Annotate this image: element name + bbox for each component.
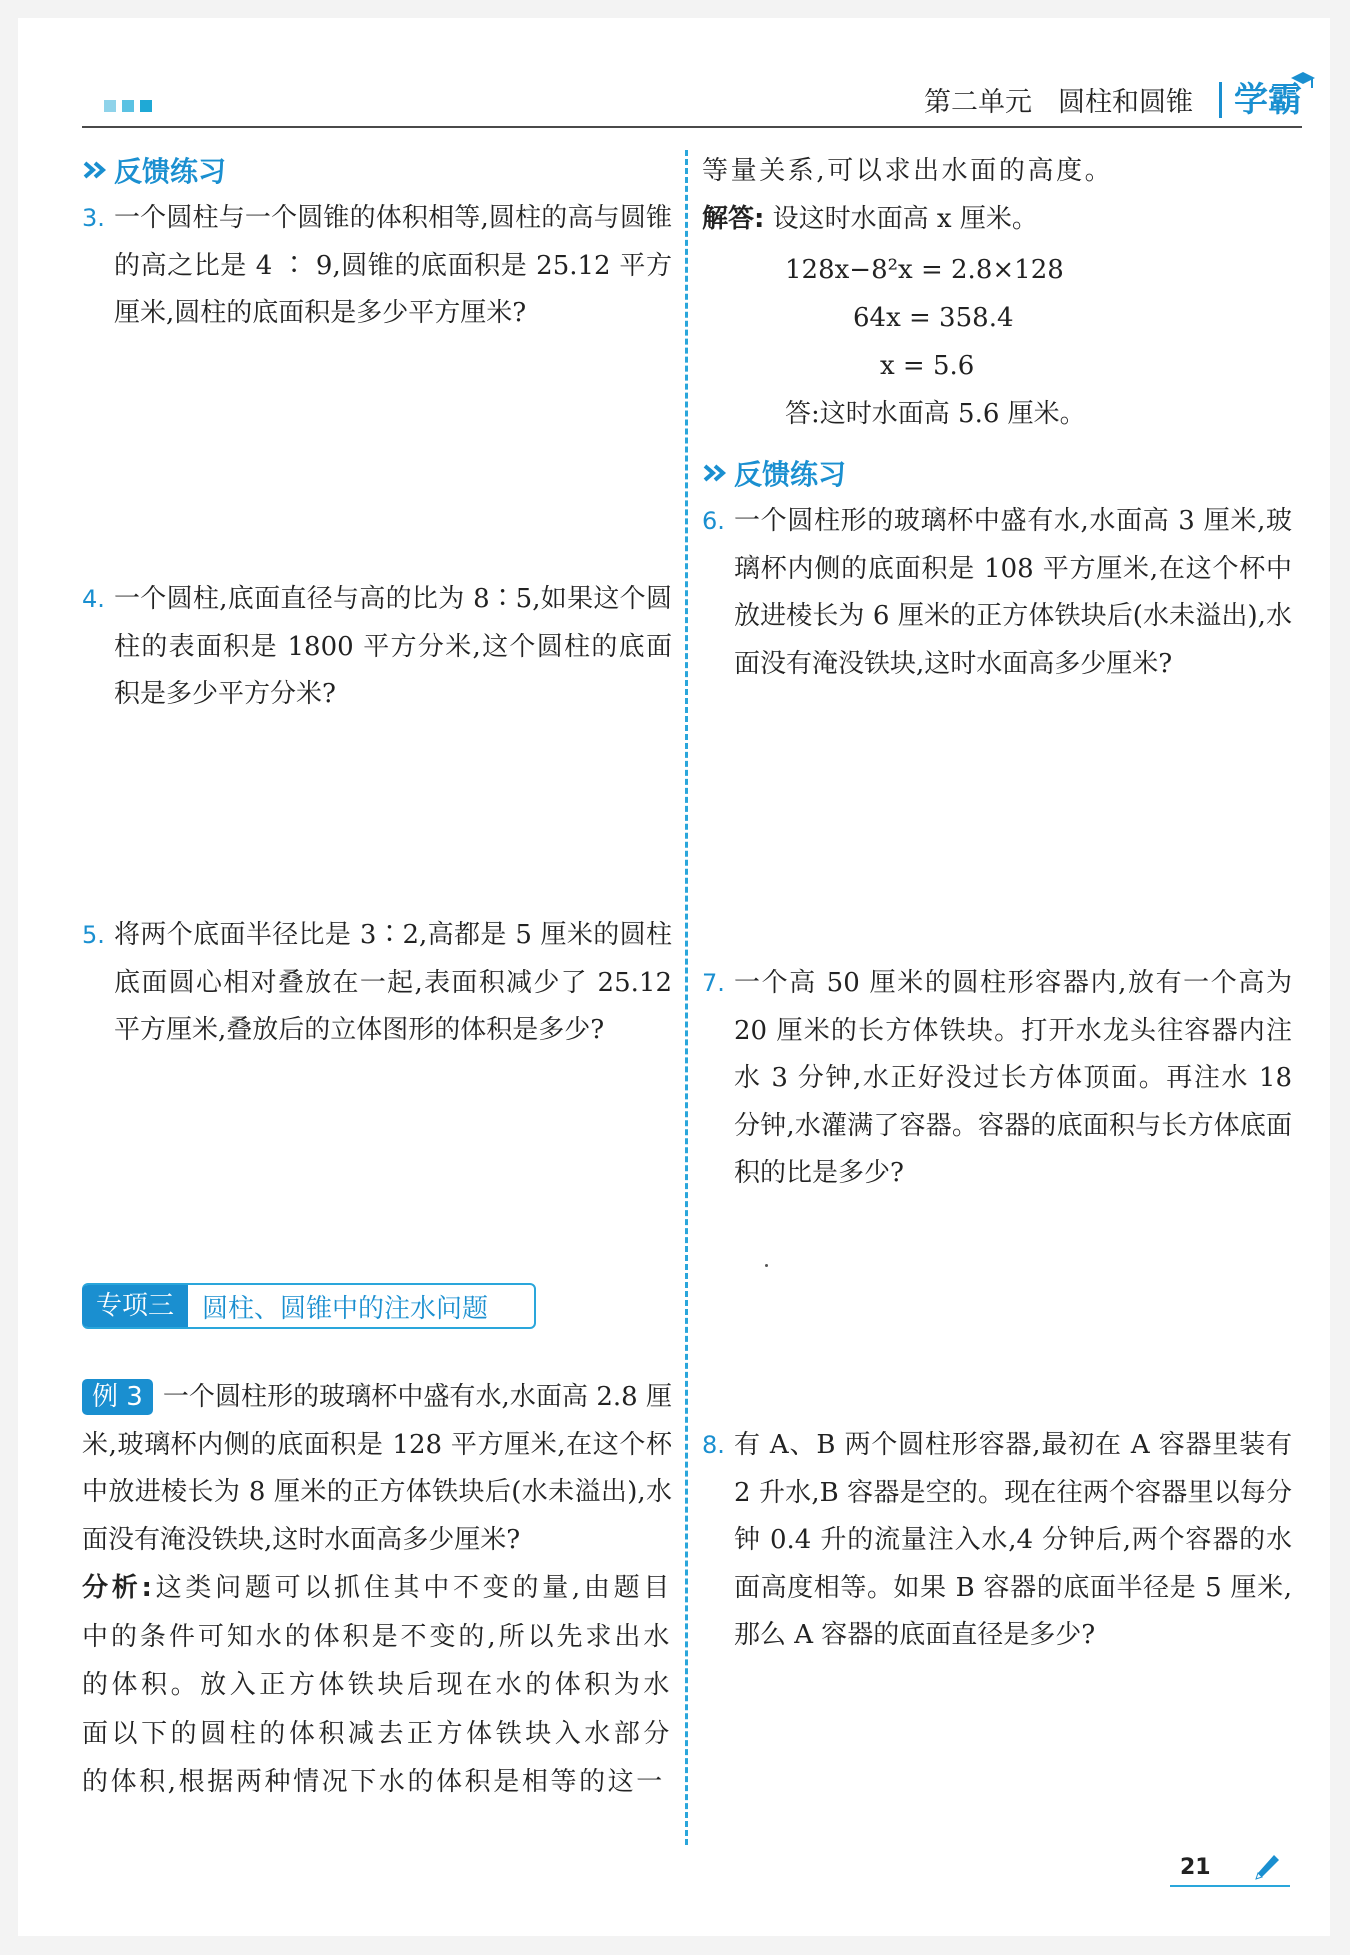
page-header	[82, 78, 1302, 128]
double-chevron-icon	[82, 160, 108, 180]
answer-intro-line	[702, 196, 1292, 244]
analysis-text: 这类问题可以抓住其中不变的量,由题目中的条件可知水的体积是不变的,所以先求出水的体积。放入正方体铁块后现在水的体积为水面以下的圆柱的体积减去正方体铁块入水部分的体积,根据两种情况下水的体积是相等的这一	[82, 1573, 672, 1797]
pencil-icon	[1252, 1852, 1282, 1882]
page-number: 21	[1180, 1855, 1211, 1880]
equation-3: x = 5.6	[880, 351, 975, 381]
question-6	[702, 498, 1292, 688]
question-number: 3.	[82, 204, 105, 232]
question-text: 一个圆柱与一个圆锥的体积相等,圆柱的高与圆锥的高之比是 4 ∶ 9,圆锥的底面积是 25.12 平方厘米,圆柱的底面积是多少平方厘米?	[114, 203, 672, 328]
example-tag: 例 3	[82, 1379, 153, 1415]
answer-intro: 设这时水面高 x 厘米。	[772, 203, 1038, 234]
question-4	[82, 576, 672, 719]
example-text-block	[82, 1374, 672, 1564]
header-decoration	[104, 100, 152, 112]
feedback-title	[82, 150, 672, 190]
question-7	[702, 960, 1292, 1198]
unit-label: 第二单元	[924, 87, 1032, 118]
feedback-header-right	[702, 453, 1292, 493]
footer-underline	[1170, 1885, 1290, 1887]
equation-2: 64x = 358.4	[853, 303, 1014, 333]
brand-text: 学霸	[1234, 79, 1302, 120]
feedback-title	[702, 453, 1292, 493]
equation-1: 128x−8²x = 2.8×128	[785, 255, 1064, 285]
header-square	[140, 100, 152, 112]
double-chevron-icon	[702, 463, 728, 483]
example-text: 一个圆柱形的玻璃杯中盛有水,水面高 2.8 厘米,玻璃杯内侧的底面积是 128 平方厘米,在这个杯中放进棱长为 8 厘米的正方体铁块后(水未溢出),水面没有淹没铁块,这时水面高多少厘米?	[82, 1382, 672, 1555]
analysis-continuation	[702, 148, 1292, 243]
special-topic-banner	[82, 1283, 536, 1329]
header-square	[122, 100, 134, 112]
question-number: 8.	[702, 1431, 725, 1459]
feedback-header-left	[82, 150, 672, 190]
special-topic-title: 圆柱、圆锥中的注水问题	[202, 1293, 489, 1324]
question-5	[82, 912, 672, 1055]
question-text: 有 A、B 两个圆柱形容器,最初在 A 容器里装有 2 升水,B 容器是空的。现在往两个容器里以每分钟 0.4 升的流量注入水,4 分钟后,两个容器的水面高度相等。如果 B 容器的底面半径是 5 厘米,那么 A 容器的底面直径是多少?	[734, 1430, 1292, 1650]
question-text: 将两个底面半径比是 3∶2,高都是 5 厘米的圆柱底面圆心相对叠放在一起,表面积减少了 25.12 平方厘米,叠放后的立体图形的体积是多少?	[114, 920, 672, 1045]
question-text: 一个圆柱,底面直径与高的比为 8∶5,如果这个圆柱的表面积是 1800 平方分米,这个圆柱的底面积是多少平方分米?	[114, 584, 672, 709]
feedback-title-text: 反馈练习	[114, 155, 227, 188]
answer-label: 解答:	[702, 203, 765, 234]
question-8	[702, 1422, 1292, 1660]
question-text: 一个高 50 厘米的圆柱形容器内,放有一个高为 20 厘米的长方体铁块。打开水龙头往容器内注水 3 分钟,水正好没过长方体顶面。再注水 18 分钟,水灌满了容器。容器的底面积与长方体底面积的比是多少?	[734, 968, 1292, 1188]
header-square	[104, 100, 116, 112]
question-number: 6.	[702, 507, 725, 535]
question-number: 7.	[702, 969, 725, 997]
brand-logo	[1219, 79, 1302, 120]
analysis-cont-text: 等量关系,可以求出水面的高度。	[702, 156, 1114, 186]
special-topic-tag: 专项三	[82, 1285, 188, 1327]
final-answer: 答:这时水面高 5.6 厘米。	[785, 399, 1086, 429]
question-text: 一个圆柱形的玻璃杯中盛有水,水面高 3 厘米,玻璃杯内侧的底面积是 108 平方厘米,在这个杯中放进棱长为 6 厘米的正方体铁块后(水未溢出),水面没有淹没铁块,这时水面高多少厘米?	[734, 506, 1292, 679]
example-3	[82, 1374, 672, 1807]
analysis-label: 分析:	[82, 1573, 155, 1603]
column-divider	[685, 150, 688, 1845]
question-number: 5.	[82, 921, 105, 949]
question-3	[82, 195, 672, 338]
print-speck	[765, 1264, 768, 1267]
question-number: 4.	[82, 585, 105, 613]
header-right	[924, 80, 1302, 119]
graduation-cap-icon	[1290, 70, 1316, 92]
analysis-block	[82, 1564, 672, 1807]
topic-label: 圆柱和圆锥	[1058, 87, 1193, 118]
feedback-title-text: 反馈练习	[734, 458, 847, 491]
